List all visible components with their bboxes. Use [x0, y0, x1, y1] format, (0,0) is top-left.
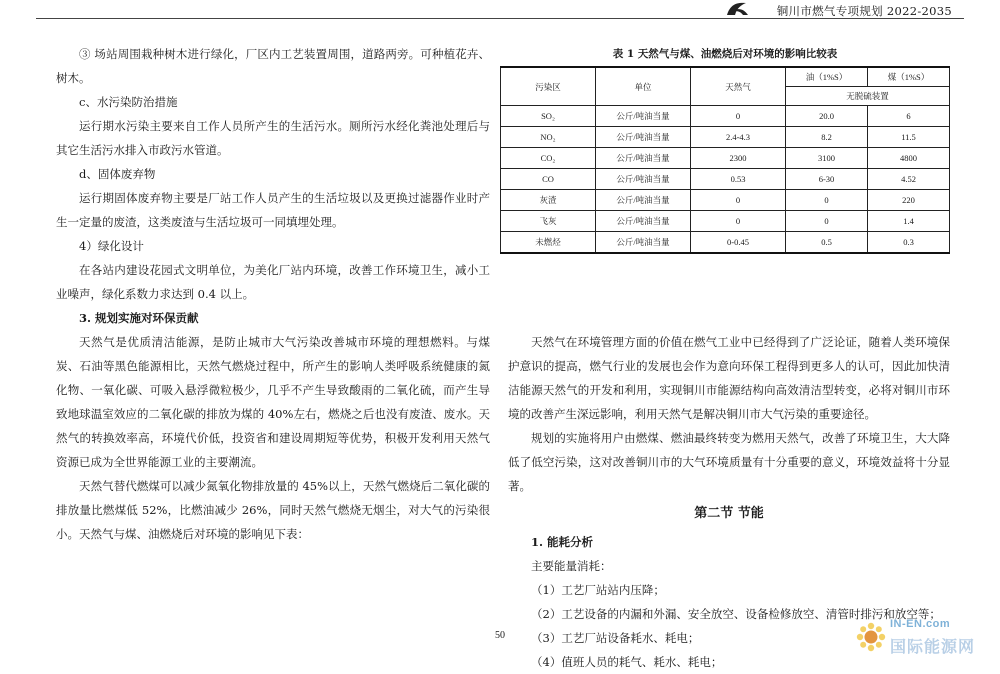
cell-oil: 0: [786, 190, 868, 211]
heading-energy-analysis: 1. 能耗分析: [531, 535, 594, 549]
th-unit: 单位: [596, 67, 691, 106]
th-no-desulf: 无脱硫装置: [786, 87, 950, 106]
cell-name: CO: [501, 169, 596, 190]
cell-coal: 0.3: [868, 232, 950, 254]
cell-name: CO₂: [501, 148, 596, 169]
cell-name: 未燃烃: [501, 232, 596, 254]
watermark-domain: IN-EN.com: [890, 618, 951, 630]
cell-coal: 11.5: [868, 127, 950, 148]
cell-unit: 公斤/吨油当量: [596, 148, 691, 169]
cell-gas: 2.4-4.3: [691, 127, 786, 148]
watermark: [856, 618, 986, 658]
th-oil: 油（1%S）: [786, 67, 868, 87]
cell-unit: 公斤/吨油当量: [596, 190, 691, 211]
cell-unit: 公斤/吨油当量: [596, 232, 691, 254]
table-row: [501, 190, 950, 211]
cell-gas: 0: [691, 106, 786, 127]
table-row: [501, 106, 950, 127]
left-column: [56, 42, 490, 546]
cell-gas: 0: [691, 211, 786, 232]
paragraph-planting: ③ 场站周围栽种树木进行绿化，厂区内工艺装置周围，道路两旁。可种植花卉、树木。: [56, 47, 490, 85]
cell-coal: 6: [868, 106, 950, 127]
heading-greening: 4）绿化设计: [79, 239, 144, 253]
cell-oil: 0.5: [786, 232, 868, 254]
header-rule: [36, 18, 964, 19]
th-pollutant: 污染区: [501, 67, 596, 106]
table-row: [501, 211, 950, 232]
cell-coal: 4.52: [868, 169, 950, 190]
watermark-name: 国际能源网: [890, 637, 976, 656]
cell-oil: 8.2: [786, 127, 868, 148]
cell-oil: 3100: [786, 148, 868, 169]
comparison-table-wrap: [500, 46, 950, 254]
cell-unit: 公斤/吨油当量: [596, 169, 691, 190]
paragraph-plan-implementation: 规划的实施将用户由燃煤、燃油最终转变为燃用天然气，改善了环境卫生，大大降低了低空污染，这对改善铜川市的大气环境质量有十分重要的意义，环境效益将十分显著。: [508, 431, 950, 493]
cell-name: 飞灰: [501, 211, 596, 232]
sunflower-logo-icon: [856, 622, 886, 652]
cell-name: 灰渣: [501, 190, 596, 211]
paragraph-solid-waste: 运行期固体废弃物主要是厂站工作人员产生的生活垃圾以及更换过滤器作业时产生一定量的废渣，这类废渣与生活垃圾可一同填埋处理。: [56, 191, 490, 229]
heading-solid-waste: d、固体废弃物: [79, 167, 156, 181]
th-coal: 煤（1%S）: [868, 67, 950, 87]
comparison-table: [500, 66, 950, 254]
list-item: （2）工艺设备的内漏和外漏、安全放空、设备检修放空、清管时排污和放空等；: [531, 607, 941, 621]
cell-name: SO₂: [501, 106, 596, 127]
cell-oil: 20.0: [786, 106, 868, 127]
cell-coal: 1.4: [868, 211, 950, 232]
paragraph-substitution: 天然气替代燃煤可以减少氮氧化物排放量的 45%以上，天然气燃烧后二氧化碳的排放量比燃煤低 52%，比燃油减少 26%，同时天然气燃烧无烟尘，对大气的污染很小。天然气与煤、油燃烧后对环境的影响见下表：: [56, 479, 490, 541]
paragraph-greening: 在各站内建设花园式文明单位，为美化厂站内环境，改善工作环境卫生，减小工业噪声，绿化系数力求达到 0.4 以上。: [56, 263, 490, 301]
heading-contribution: 3. 规划实施对环保贡献: [79, 311, 199, 325]
list-item: （1）工艺厂站站内压降；: [531, 583, 665, 597]
table-row: [501, 148, 950, 169]
table-row: [501, 169, 950, 190]
table-row: [501, 127, 950, 148]
paragraph-energy-consumption: 主要能量消耗：: [531, 559, 612, 573]
cell-gas: 0.53: [691, 169, 786, 190]
list-item: （3）工艺厂站设备耗水、耗电；: [531, 631, 700, 645]
table-row: [501, 232, 950, 254]
page-number: 50: [495, 630, 505, 641]
th-gas: 天然气: [691, 67, 786, 106]
paragraph-water: 运行期水污染主要来自工作人员所产生的生活污水。厕所污水经化粪池处理后与其它生活污水排入市政污水管道。: [56, 119, 490, 157]
logo-icon: [724, 1, 750, 17]
heading-water-pollution: c、水污染防治措施: [79, 95, 178, 109]
cell-coal: 4800: [868, 148, 950, 169]
cell-unit: 公斤/吨油当量: [596, 106, 691, 127]
cell-gas: 2300: [691, 148, 786, 169]
table-caption: 表 1 天然气与煤、油燃烧后对环境的影响比较表: [612, 48, 838, 60]
cell-gas: 0-0.45: [691, 232, 786, 254]
paragraph-environment-value: 天然气在环境管理方面的价值在燃气工业中已经得到了广泛论证，随着人类环境保护意识的提高，燃气行业的发展也会作为意向环保工程得到更多人的认可，因此加快清洁能源天然气的开发和利用，实现铜川市能源结构向高效清洁型转变，必将对铜川市环境的改善产生深远影响，利用天然气是解决铜川市大气污染的重要途径。: [508, 335, 950, 421]
cell-oil: 0: [786, 211, 868, 232]
header-title: 铜川市燃气专项规划 2022-2035: [776, 4, 952, 18]
cell-gas: 0: [691, 190, 786, 211]
section-title-energy: 第二节 节能: [694, 506, 764, 521]
cell-unit: 公斤/吨油当量: [596, 211, 691, 232]
cell-unit: 公斤/吨油当量: [596, 127, 691, 148]
cell-coal: 220: [868, 190, 950, 211]
paragraph-natural-gas: 天然气是优质清洁能源，是防止城市大气污染改善城市环境的理想燃料。与煤炭、石油等黑色能源相比，天然气燃烧过程中，所产生的影响人类呼吸系统健康的氮化物、一氧化碳、可吸入悬浮微粒极少，几乎不产生导致酸雨的二氧化硫，而产生导致地球温室效应的二氧化碳的排放为煤的 40%左右，燃烧之后也没有废渣、废水。天然气的转换效率高，环境代价低，投资省和建设周期短等优势，积极开发利用天然气资源已成为全世界能源工业的主要潮流。: [56, 335, 490, 469]
cell-name: NO₂: [501, 127, 596, 148]
list-item: （4）值班人员的耗气、耗水、耗电；: [531, 655, 723, 669]
cell-oil: 6-30: [786, 169, 868, 190]
